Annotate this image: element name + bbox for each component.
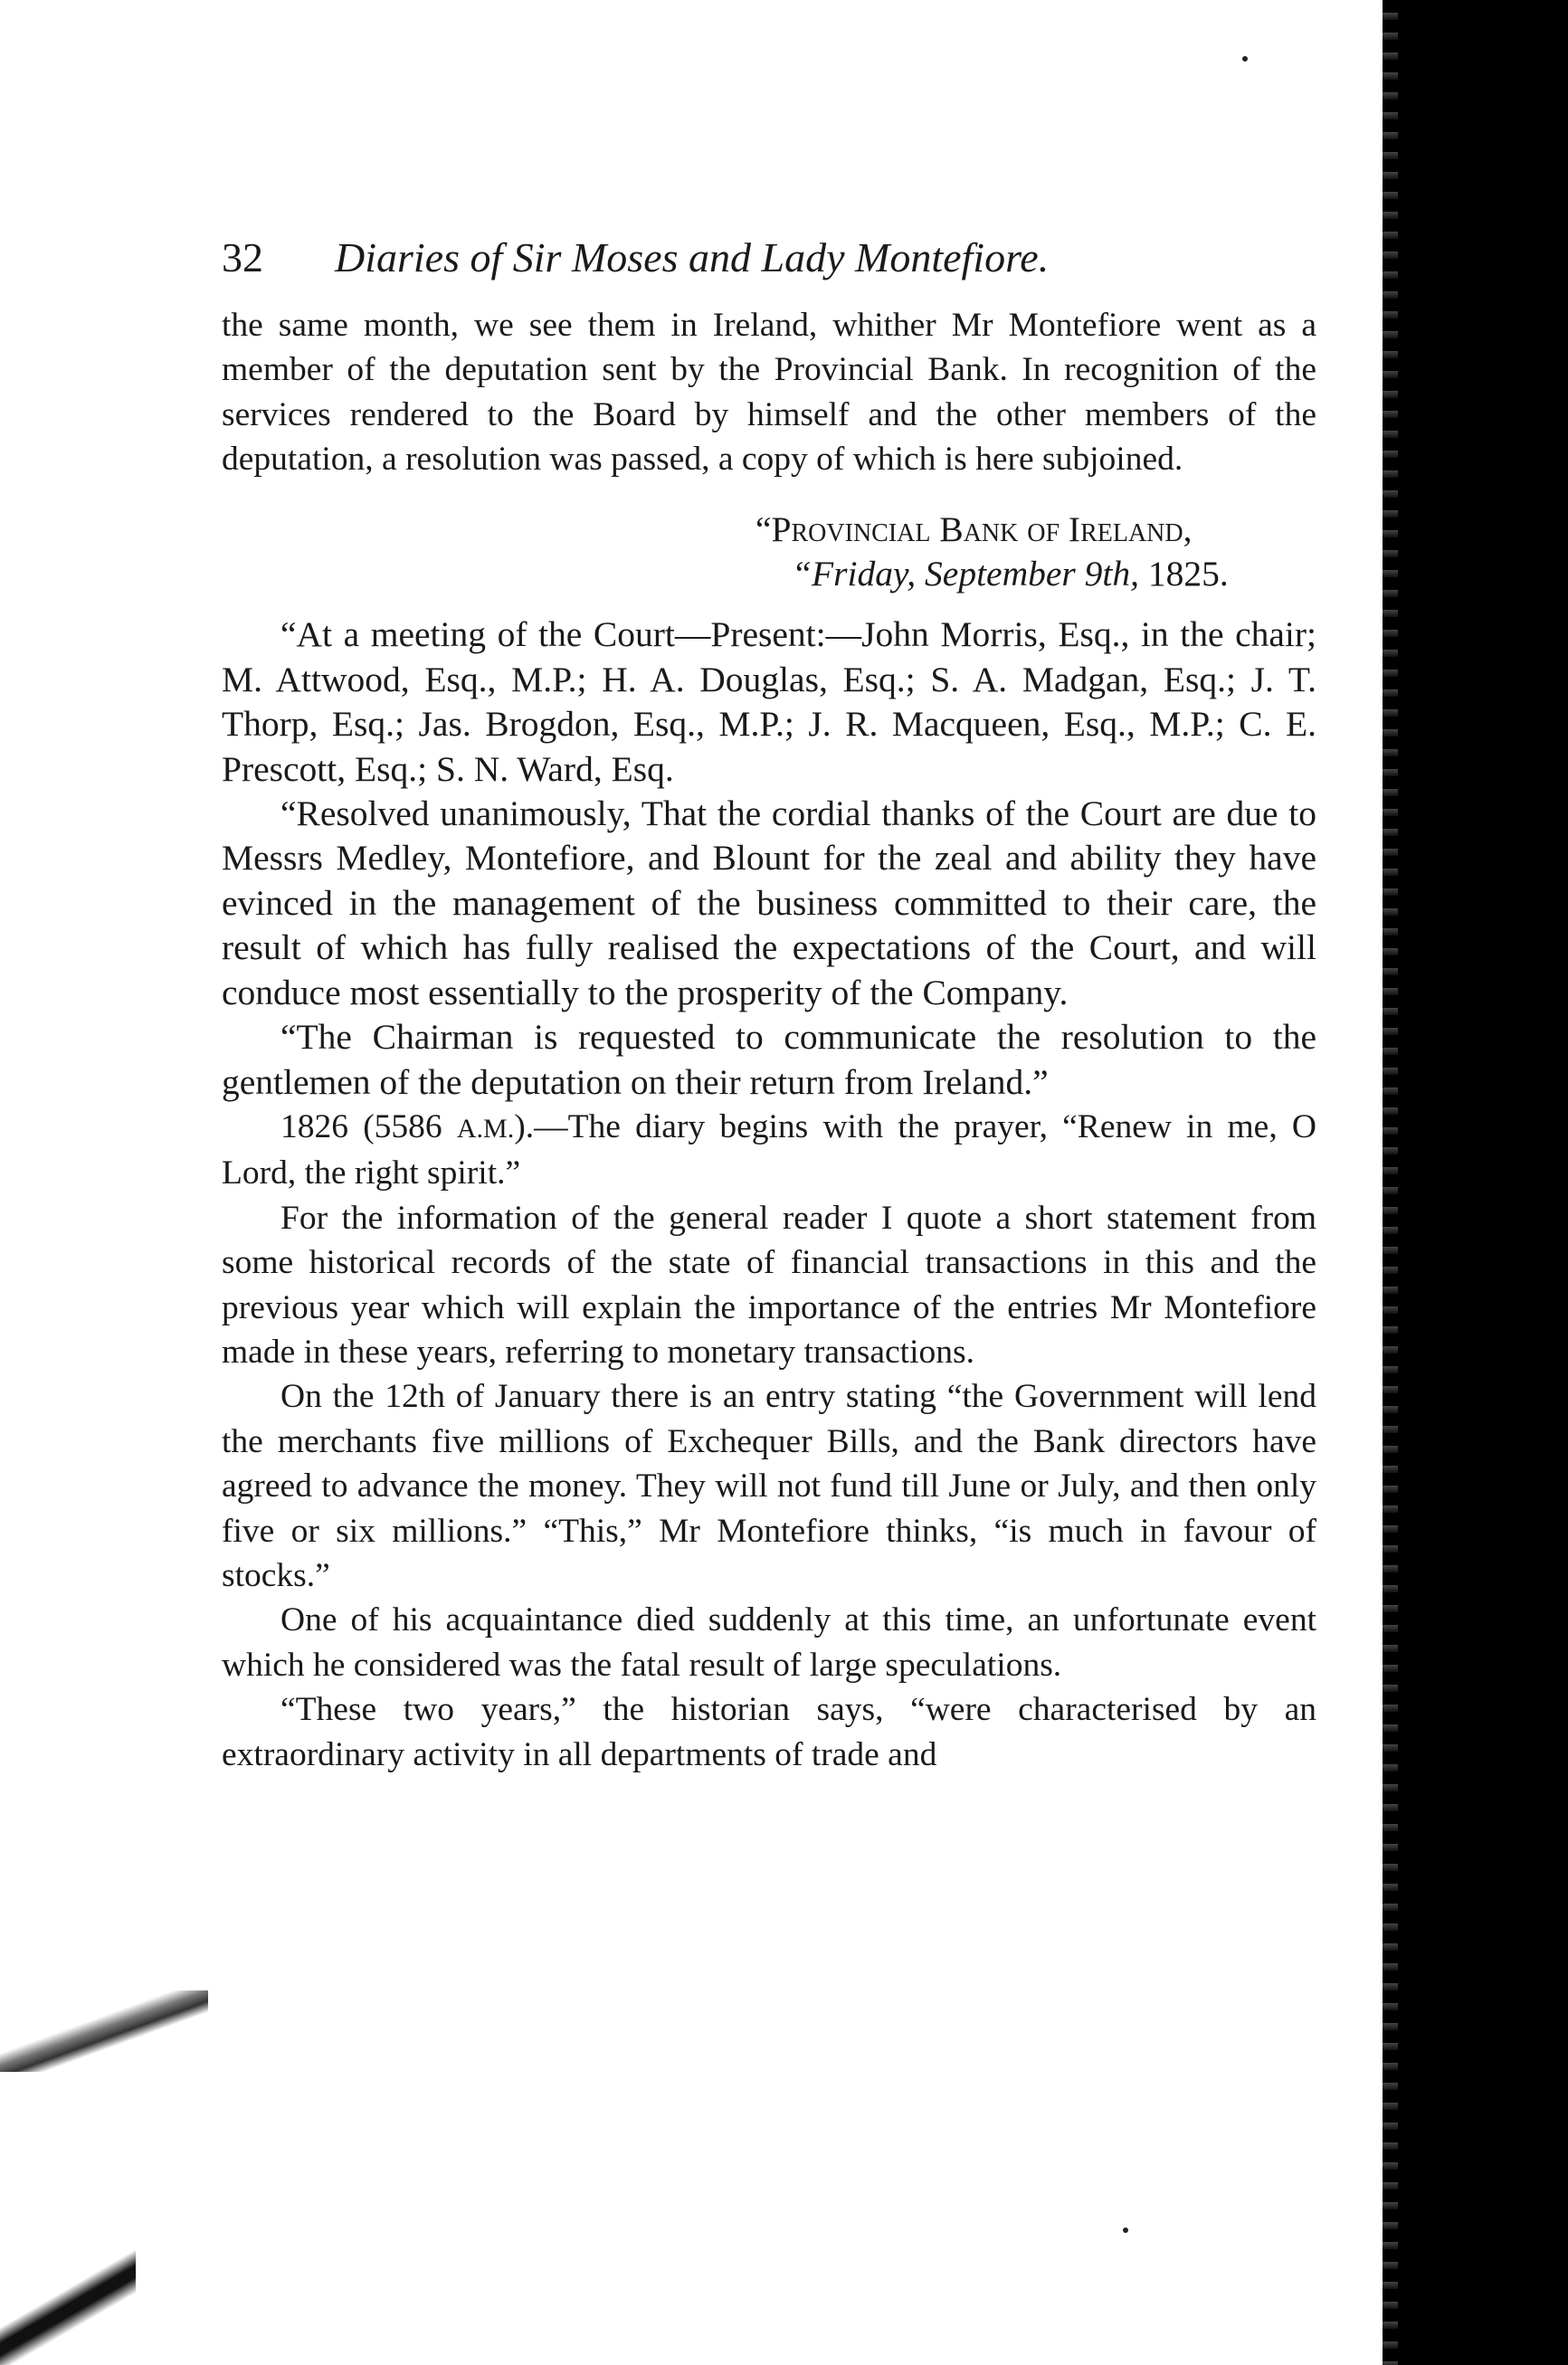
bank-resolution [222, 508, 1316, 1105]
paragraph: “At a meeting of the Court—Present:—John Morris, Esq., in the chair; M. Attwood, Esq., M.P.; H. A. Douglas, Esq.; S. A. Madgan, Esq.; J. T. Thorp, Esq.; Jas. Brogdon, Esq., M.P.; J. R. Macqueen, Esq., M.P.; C. E. Prescott, Esq.; S. N. Ward, Esq. [222, 614, 1316, 789]
paragraph-1826 [222, 1105, 1316, 1196]
paragraph: On the 12th of January there is an entry stating “the Government will lend the merchants five millions of Exchequer Bills, and the Bank directors have agreed to advance the money. They will not fund till June or July, and then only five or six millions.” “This,” Mr Montefiore thinks, “is much in favour of stocks.” [222, 1378, 1316, 1594]
scan-smudge-lower [0, 2244, 136, 2365]
dateline-year: 1825. [1147, 554, 1229, 594]
dateline-date [222, 552, 1316, 596]
dateline-bank: “Provincial Bank of Ireland, [755, 508, 1193, 549]
dateline-day: “Friday, September 9th, [792, 554, 1139, 594]
page-number: 32 [222, 234, 263, 280]
scan-speck [1242, 56, 1248, 62]
scan-speck [1123, 2227, 1128, 2233]
anno-mundi: A.M. [456, 1113, 515, 1144]
paragraph: One of his acquaintance died suddenly at this time, an unfortunate event which he considered was the fatal result of large speculations. [222, 1601, 1316, 1684]
scan-smudge [0, 1990, 208, 2072]
paragraph: the same month, we see them in Ireland, whither Mr Montefiore went as a member of the deputation sent by the Provincial Bank. In recognition of the services rendered to the Board by himself and the other members of the deputation, a resolution was passed, a copy of which is here subjoined. [222, 307, 1316, 479]
running-header [222, 226, 1316, 290]
year-1826: 1826 (5586 [280, 1107, 442, 1145]
scan-black-margin [1398, 0, 1568, 2365]
page-body [222, 303, 1316, 1777]
paragraph: “The Chairman is requested to communicate the resolution to the gentlemen of the deputation on their return from Ireland.” [222, 1017, 1316, 1102]
paragraph: “These two years,” the historian says, “were characterised by an extraordinary activity in all departments of trade and [222, 1691, 1316, 1773]
running-title: Diaries of Sir Moses and Lady Montefiore. [335, 234, 1050, 280]
paragraph: “Resolved unanimously, That the cordial thanks of the Court are due to Messrs Medley, Montefiore, and Blount for the zeal and ability they have evinced in the management of the business committed to their care, the result of which has fully realised the expectations of the Court, and will conduce most essentially to the prosperity of the Company. [222, 793, 1316, 1012]
paragraph: For the information of the general reader I quote a short statement from some historical records of the state of financial transactions in this and the previous year which will explain the importance of the entries Mr Montefiore made in these years, referring to monetary transactions. [222, 1199, 1316, 1371]
text-1826: ).—The diary begins with the prayer, “Renew in me, O Lord, the right spirit.” [222, 1107, 1316, 1192]
